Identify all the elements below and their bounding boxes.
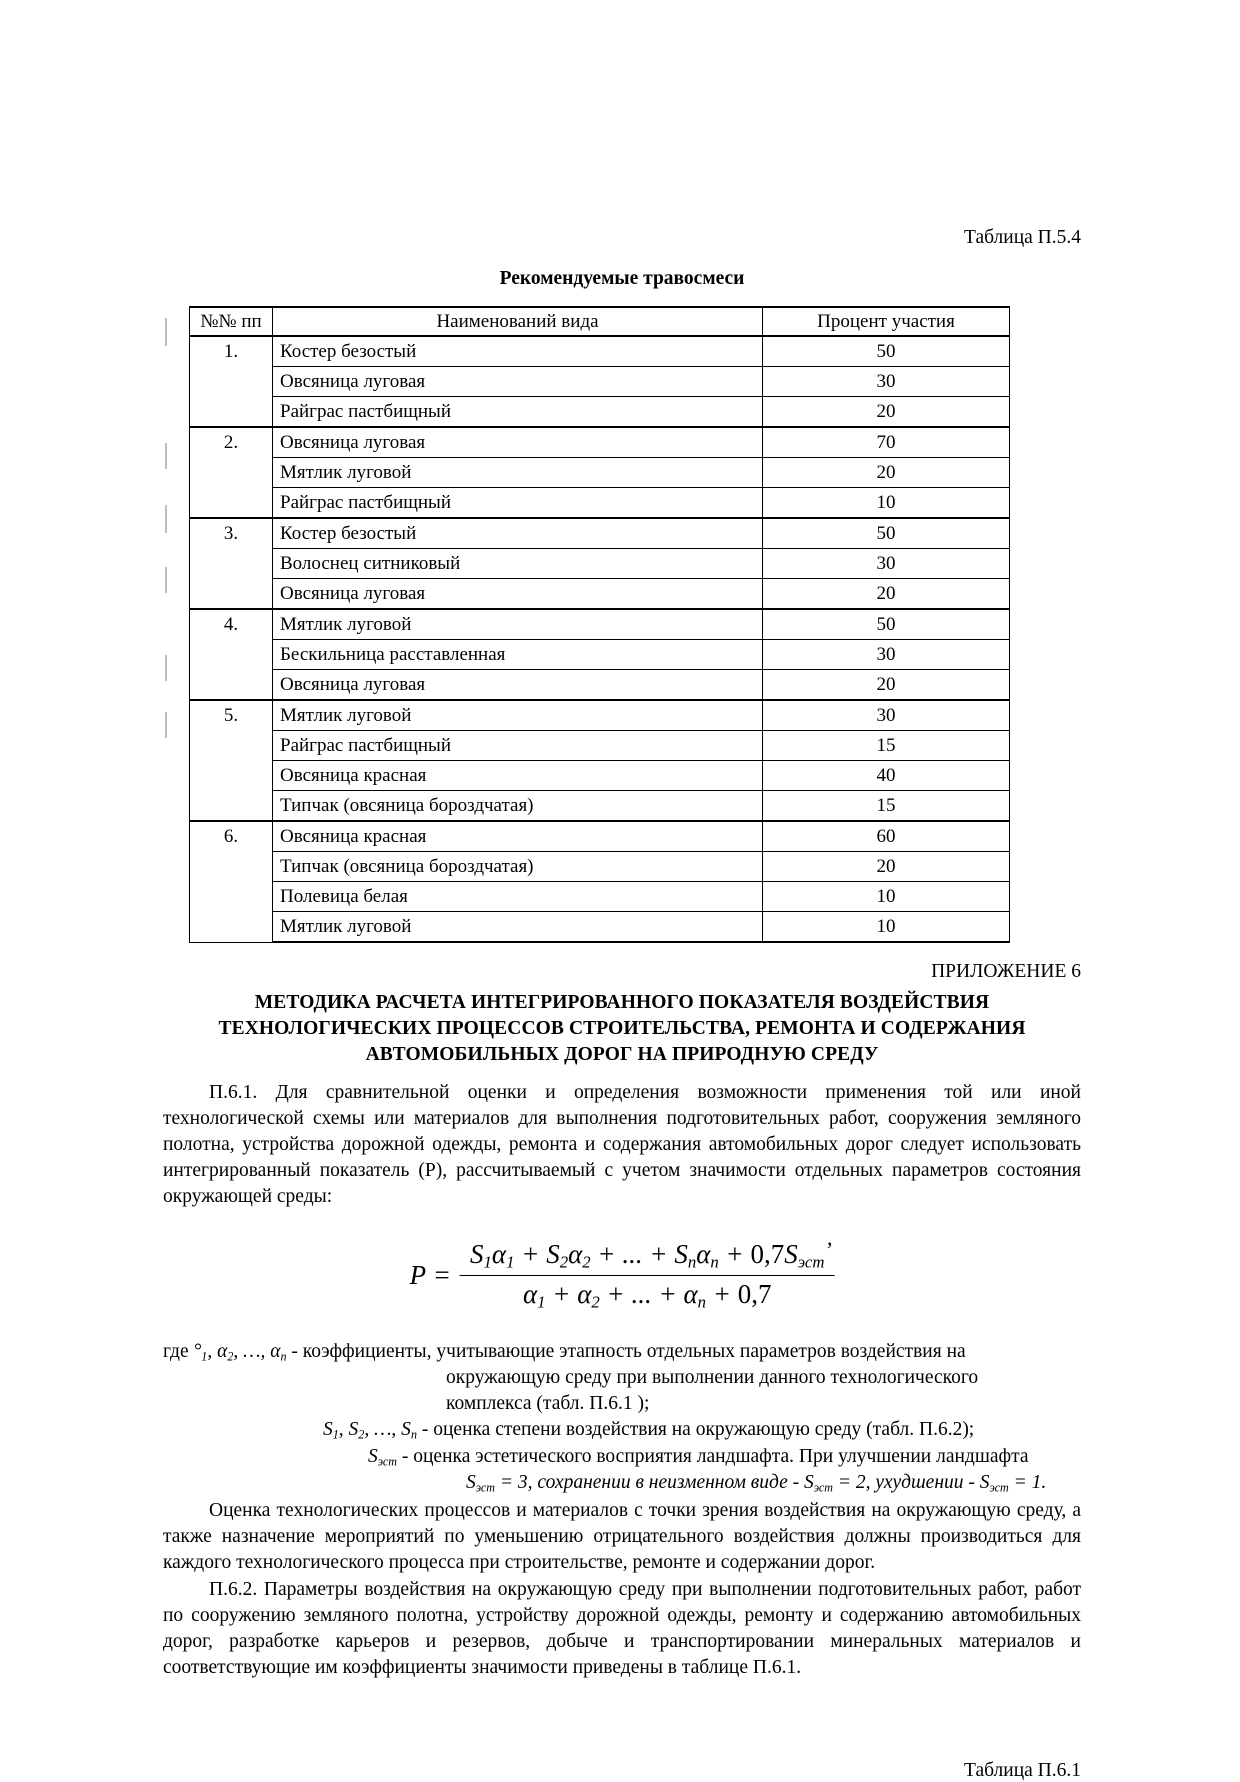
cell-group-number [190,821,273,942]
paragraph-p61: П.6.1. Для сравнительной оценки и определения возможности применения той или иной технологической схемы или материалов для выполнения подготовительных работ, сооружения земляного полотна, устройства дорожной одежды, ремонта и содержания автомобильных дорог следует использовать интегрированный показатель (Р), рассчитываемый с учетом значимости отдельных параметров состояния окружающей среды: [163,1081,1081,1208]
cell-species-name [273,579,763,610]
species-name-text: Райграс пастбищный [280,401,451,423]
group-number-text: 3. [223,523,239,545]
cell-species-name [273,761,763,791]
species-name-text: Волоснец ситниковый [280,553,461,575]
cell-species-name [273,912,763,943]
cell-percent [763,852,1010,882]
percent-text: 60 [876,826,896,848]
group-number-text: 1. [223,341,239,363]
definition-sest-values [163,1470,1081,1496]
cell-percent [763,488,1010,519]
species-name-text: Костер безостый [280,523,417,545]
formula-trailing-comma: , [827,1224,833,1250]
cell-species-name [273,640,763,670]
table-row [190,488,1010,519]
species-name-text: Типчак (овсяница бороздчатая) [280,856,534,878]
table-row [190,852,1010,882]
percent-text: 50 [876,523,896,545]
percent-text: 20 [876,583,896,605]
species-name-text: Полевица белая [280,886,408,908]
cell-group-number [190,427,273,518]
cell-species-name [273,397,763,428]
percent-text: 30 [876,644,896,666]
definition-alpha-symbols: $^\circ_1$, $\alpha_2$, …, $\alpha_n$ [193,1340,287,1364]
table-row [190,640,1010,670]
cell-percent [763,397,1010,428]
table-row [190,458,1010,488]
table-row [190,549,1010,579]
percent-text: 30 [876,371,896,393]
cell-species-name [273,549,763,579]
group-number-text: 4. [223,614,239,636]
cell-percent [763,579,1010,610]
cell-percent [763,640,1010,670]
definitions-list [163,1339,1081,1496]
formula-numerator: S1α1 + S2α2 + ... + Snαn + 0,7Sэст [460,1239,834,1277]
percent-text: 20 [876,462,896,484]
cell-percent [763,791,1010,822]
scan-artifact-tick-1 [165,318,167,346]
table-row [190,579,1010,610]
formula-block [163,1225,1081,1329]
column-header-number: №№ пп [190,307,273,336]
percent-text: 10 [876,886,896,908]
percent-text: 20 [876,856,896,878]
table-row [190,397,1010,428]
column-header-species: Наименований вида [273,307,763,336]
cell-species-name [273,458,763,488]
table-row [190,912,1010,943]
definition-alpha-text-2: окружающую среду при выполнении данного технологического [446,1366,979,1388]
percent-text: 50 [876,614,896,636]
species-name-text: Овсяница луговая [280,432,426,454]
cell-species-name [273,731,763,761]
cell-group-number [190,700,273,821]
percent-text: 30 [876,705,896,727]
table-row [190,670,1010,701]
definition-alpha [163,1339,1081,1365]
table-row [190,761,1010,791]
cell-species-name [273,852,763,882]
species-name-text: Овсяница красная [280,826,427,848]
cell-species-name [273,670,763,701]
percent-text: 15 [876,795,896,817]
appendix-label: ПРИЛОЖЕНИЕ 6 [931,961,1081,983]
formula-left-hand-side: P = [409,1260,452,1291]
table-row [190,791,1010,822]
cell-species-name [273,336,763,367]
species-name-text: Овсяница луговая [280,371,426,393]
definition-alpha-text-1: - коэффициенты, учитывающие этапность отдельных параметров воздействия на [286,1340,966,1362]
cell-species-name [273,821,763,852]
definition-sest-text: - оценка эстетического восприятия ландшафта. При улучшении ландшафта [397,1445,1029,1467]
table-row [190,882,1010,912]
formula-denominator: α1 + α2 + ... + αn + 0,7 [522,1279,772,1313]
cell-group-number [190,336,273,427]
definition-sest-values-text: $S_{эст} = 3$, сохранении в неизменном виде - $S_{эст} = 2$, ухудшении - $S_{эст} = 1$. [466,1471,1047,1495]
species-name-text: Овсяница красная [280,765,427,787]
table-row [190,518,1010,549]
column-header-percent: Процент участия [763,307,1010,336]
definition-where-word: где [163,1340,189,1362]
species-name-text: Овсяница луговая [280,674,426,696]
percent-text: 10 [876,492,896,514]
table-row [190,609,1010,640]
cell-percent [763,367,1010,397]
table-body [190,336,1010,942]
species-name-text: Райграс пастбищный [280,735,451,757]
cell-species-name [273,609,763,640]
scan-artifact-tick-3 [165,505,167,533]
cell-species-name [273,367,763,397]
species-name-text: Бескильница расставленная [280,644,506,666]
cell-species-name [273,518,763,549]
cell-percent [763,336,1010,367]
cell-species-name [273,882,763,912]
cell-species-name [273,700,763,731]
page-content [163,0,1081,1782]
page-title-line-1: МЕТОДИКА РАСЧЕТА ИНТЕГРИРОВАННОГО ПОКАЗАТЕЛЯ ВОЗДЕЙСТВИЯ [254,992,990,1014]
table-header-row [190,307,1010,336]
cell-percent [763,427,1010,458]
group-number-text: 6. [223,826,239,848]
definition-s-symbols: $S_1$, $S_2$, …, $S_n$ [323,1419,417,1442]
cell-percent [763,670,1010,701]
grass-mixtures-table-wrapper [189,306,1009,943]
table-row [190,700,1010,731]
table-row [190,731,1010,761]
definition-s-text: - оценка степени воздействия на окружающую среду (табл. П.6.2); [416,1419,975,1441]
definition-sest [163,1444,1081,1470]
scan-artifact-tick-5 [165,655,167,681]
group-number-text: 2. [223,432,239,454]
table-row [190,336,1010,367]
species-name-text: Мятлик луговой [280,916,412,938]
percent-text: 15 [876,735,896,757]
cell-percent [763,821,1010,852]
species-name-text: Костер безостый [280,341,417,363]
percent-text: 10 [876,916,896,938]
species-name-text: Мятлик луговой [280,614,412,636]
percent-text: 50 [876,341,896,363]
cell-species-name [273,488,763,519]
cell-percent [763,549,1010,579]
page-title-line-3: АВТОМОБИЛЬНЫХ ДОРОГ НА ПРИРОДНУЮ СРЕДУ [365,1043,879,1065]
table-row [190,427,1010,458]
percent-text: 40 [876,765,896,787]
species-name-text: Мятлик луговой [280,705,412,727]
cell-species-name [273,427,763,458]
percent-text: 20 [876,401,896,423]
table-title: Рекомендуемые травосмеси [499,268,745,290]
scan-artifact-tick-6 [165,712,167,738]
cell-percent [763,609,1010,640]
cell-group-number [190,609,273,700]
cell-percent [763,700,1010,731]
percent-text: 20 [876,674,896,696]
scan-artifact-tick-4 [165,567,167,593]
group-number-text: 5. [223,705,239,727]
paragraph-p62: П.6.2. Параметры воздействия на окружающую среду при выполнении подготовительных работ, работ по сооружению земляного полотна, устройству дорожной одежды, ремонту и содержанию автомобильных дорог, разработке карьеров и резервов, добыче и транспортировании минеральных материалов и соответствующие им коэффициенты значимости приведены в таблице П.6.1. [163,1578,1081,1679]
cell-percent [763,912,1010,943]
species-name-text: Типчак (овсяница бороздчатая) [280,795,534,817]
grass-mixtures-table [189,306,1010,943]
percent-text: 70 [876,432,896,454]
species-name-text: Райграс пастбищный [280,492,451,514]
definition-alpha-text-3: комплекса (табл. П.6.1 ); [446,1393,650,1415]
definition-sest-symbol: $S_{эст}$ [368,1445,397,1468]
formula-fraction [460,1239,834,1313]
definition-s [163,1417,1081,1443]
page-title-line-2: ТЕХНОЛОГИЧЕСКИХ ПРОЦЕССОВ СТРОИТЕЛЬСТВА, РЕМОНТА И СОДЕРЖАНИЯ [218,1018,1026,1040]
cell-percent [763,731,1010,761]
cell-percent [763,882,1010,912]
cell-percent [763,458,1010,488]
table-row [190,367,1010,397]
integrated-indicator-formula [410,1239,835,1313]
species-name-text: Овсяница луговая [280,583,426,605]
cell-percent [763,518,1010,549]
percent-text: 30 [876,553,896,575]
cell-species-name [273,791,763,822]
page-title [163,990,1081,1067]
table-head [190,307,1010,336]
species-name-text: Мятлик луговой [280,462,412,484]
cell-group-number [190,518,273,609]
table-row [190,821,1010,852]
paragraph-assessment: Оценка технологических процессов и материалов с точки зрения воздействия на окружающую среду, а также назначение мероприятий по уменьшению отрицательного воздействия должны производиться для каждого технологического процесса при строительстве, ремонте и содержании дорог. [163,1499,1081,1574]
scan-artifact-tick-2 [165,443,167,469]
cell-percent [763,761,1010,791]
table-caption-top: Таблица П.5.4 [964,227,1081,248]
table-caption-bottom: Таблица П.6.1 [964,1759,1081,1781]
